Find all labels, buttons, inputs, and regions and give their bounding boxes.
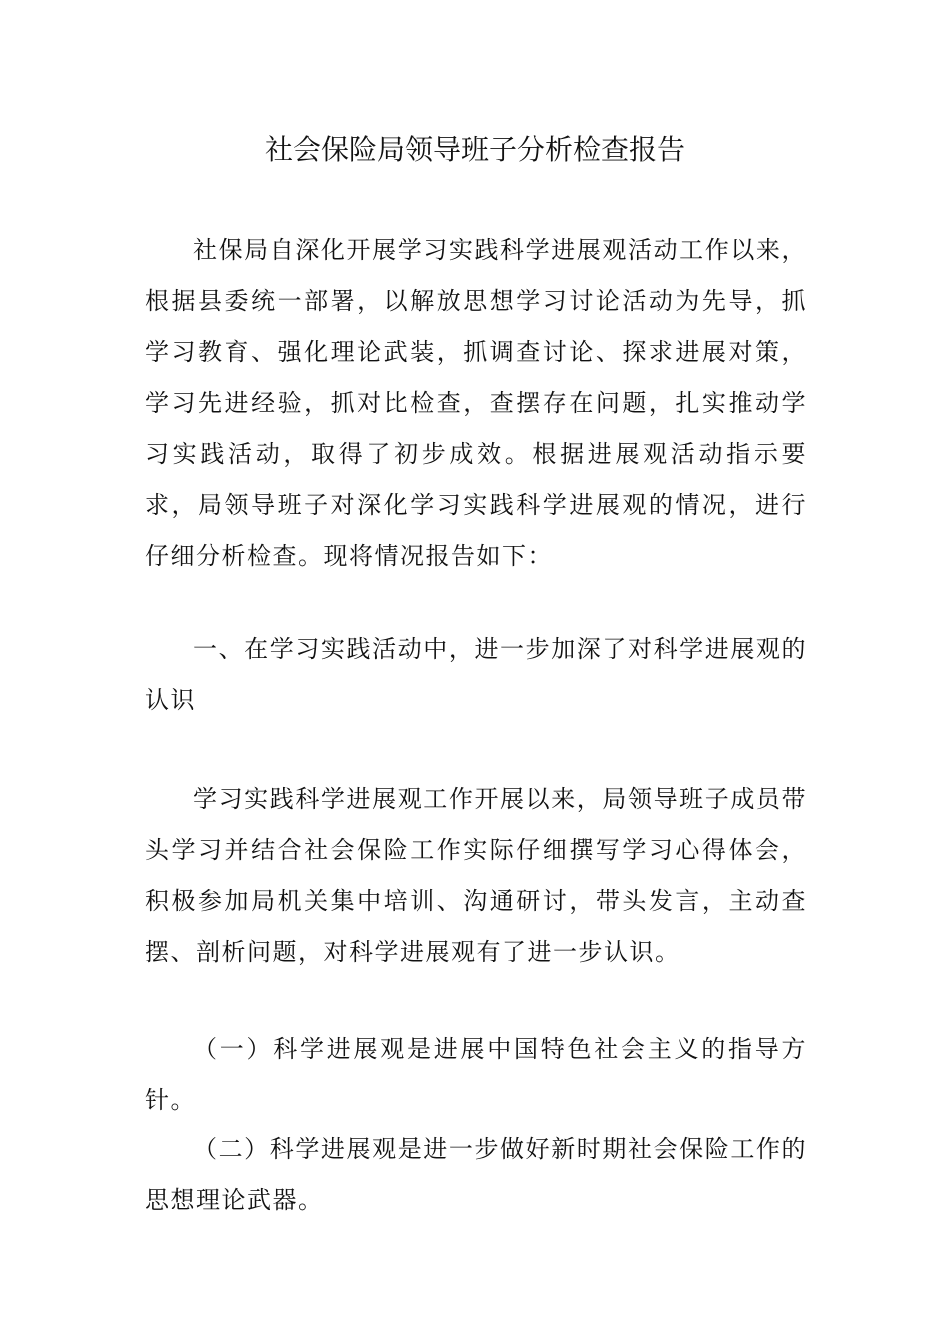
section-one-paragraph: 学习实践科学进展观工作开展以来，局领导班子成员带头学习并结合社会保险工作实际仔细撰写学习心得体会，积极参加局机关集中培训、沟通研讨，带头发言，主动查摆、剖析问题，对科学进展观有了进一步认识。 [145,785,807,966]
document-title: 社会保险局领导班子分析检查报告 [264,133,685,166]
section-heading-one: 一、在学习实践活动中，进一步加深了对科学进展观的认识 [145,635,807,714]
subpoint-two: （二）科学进展观是进一步做好新时期社会保险工作的思想理论武器。 [145,1135,807,1214]
subpoint-one: （一）科学进展观是进展中国特色社会主义的指导方针。 [145,1035,807,1114]
intro-paragraph: 社保局自深化开展学习实践科学进展观活动工作以来，根据县委统一部署，以解放思想学习讨论活动为先导，抓学习教育、强化理论武装，抓调查讨论、探求进展对策，学习先进经验，抓对比检查，查摆存在问题，扎实推动学习实践活动，取得了初步成效。根据进展观活动指示要求，局领导班子对深化学习实践科学进展观的情况，进行仔细分析检查。现将情况报告如下： [145,236,807,570]
